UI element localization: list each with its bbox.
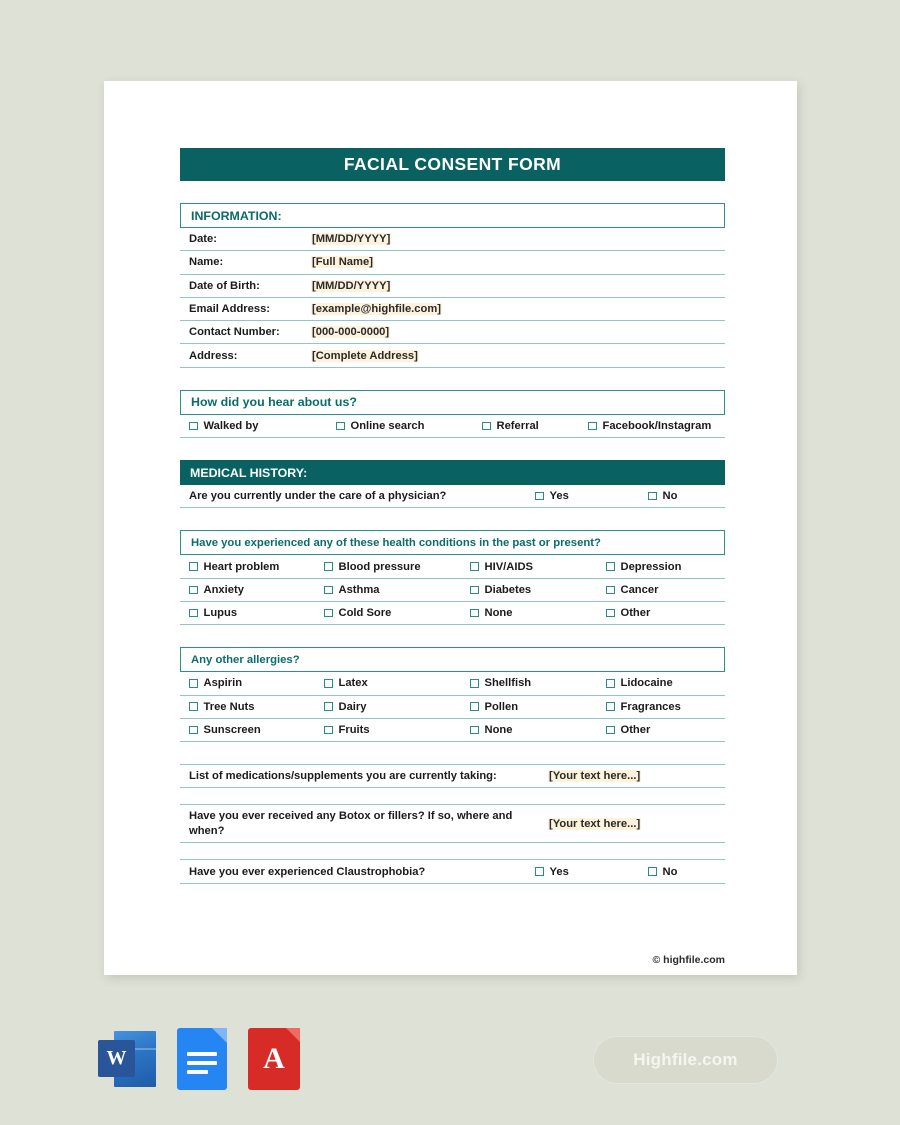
checkbox-icon[interactable] bbox=[470, 586, 479, 595]
checkbox-walked-by[interactable] bbox=[189, 420, 336, 432]
checkbox-icon[interactable] bbox=[606, 609, 615, 618]
document-content bbox=[180, 148, 725, 966]
checkbox-tree-nuts[interactable] bbox=[189, 701, 324, 713]
checkbox-other-conditions[interactable] bbox=[606, 607, 650, 619]
word-doc-icon[interactable] bbox=[98, 1028, 156, 1090]
field-label: Date: bbox=[189, 233, 217, 246]
word-letter-tile bbox=[98, 1040, 135, 1077]
checkbox-label: None bbox=[484, 607, 513, 620]
checkbox-row-hear-about-us bbox=[180, 415, 725, 438]
section-title: MEDICAL HISTORY: bbox=[190, 465, 308, 480]
checkbox-hiv-aids[interactable] bbox=[470, 561, 606, 573]
checkbox-icon[interactable] bbox=[606, 586, 615, 595]
checkbox-aspirin[interactable] bbox=[189, 677, 324, 689]
checkbox-label: No bbox=[662, 490, 678, 503]
checkbox-label: Cold Sore bbox=[338, 607, 392, 620]
info-row-date bbox=[180, 228, 725, 251]
checkbox-referral[interactable] bbox=[482, 420, 588, 432]
checkbox-label: Shellfish bbox=[484, 677, 532, 690]
checkbox-icon[interactable] bbox=[324, 726, 333, 735]
checkbox-row-allergies-2 bbox=[180, 696, 725, 719]
checkbox-sunscreen[interactable] bbox=[189, 724, 324, 736]
field-value[interactable]: [000-000-0000] bbox=[312, 326, 390, 339]
field-value[interactable]: [example@highfile.com] bbox=[312, 303, 442, 316]
page-title: FACIAL CONSENT FORM bbox=[343, 154, 562, 174]
checkbox-label: Referral bbox=[496, 419, 539, 432]
checkbox-label: Asthma bbox=[338, 583, 380, 596]
checkbox-online-search[interactable] bbox=[336, 420, 482, 432]
checkbox-icon[interactable] bbox=[324, 586, 333, 595]
checkbox-icon[interactable] bbox=[189, 726, 198, 735]
checkbox-label: Aspirin bbox=[203, 677, 243, 690]
question-row-claustrophobia bbox=[180, 860, 725, 883]
checkbox-label: Pollen bbox=[484, 700, 519, 713]
checkbox-label: Sunscreen bbox=[203, 724, 261, 736]
checkbox-none-allergies[interactable] bbox=[470, 724, 606, 736]
field-label: Email Address: bbox=[189, 303, 271, 316]
section-title: Have you experienced any of these health conditions in the past or present? bbox=[191, 536, 601, 549]
document-footer: © highfile.com bbox=[652, 953, 725, 966]
checkbox-icon[interactable] bbox=[606, 702, 615, 711]
checkbox-physician-no[interactable] bbox=[648, 490, 677, 502]
checkbox-label: Blood pressure bbox=[338, 560, 421, 573]
checkbox-icon[interactable] bbox=[470, 702, 479, 711]
checkbox-lupus[interactable] bbox=[189, 607, 324, 619]
checkbox-none-conditions[interactable] bbox=[470, 607, 606, 619]
checkbox-label: Facebook/Instagram bbox=[602, 419, 712, 432]
checkbox-label: Anxiety bbox=[203, 583, 244, 596]
question-row-medications bbox=[180, 765, 725, 788]
checkbox-dairy[interactable] bbox=[324, 701, 470, 713]
section-header-medical-history bbox=[180, 460, 725, 485]
checkbox-icon[interactable] bbox=[189, 422, 198, 431]
question-row-physician-care bbox=[180, 485, 725, 508]
checkbox-icon[interactable] bbox=[648, 867, 657, 876]
section-header-information bbox=[180, 203, 725, 228]
checkbox-depression[interactable] bbox=[606, 561, 681, 573]
checkbox-icon[interactable] bbox=[189, 679, 198, 688]
checkbox-label: Tree Nuts bbox=[203, 700, 255, 713]
question-text: Have you ever experienced Claustrophobia? bbox=[189, 865, 426, 878]
word-letter: W bbox=[106, 1047, 127, 1069]
checkbox-pollen[interactable] bbox=[470, 701, 606, 713]
checkbox-row-conditions-2 bbox=[180, 579, 725, 602]
checkbox-icon[interactable] bbox=[336, 422, 345, 431]
checkbox-cold-sore[interactable] bbox=[324, 607, 470, 619]
checkbox-claustrophobia-no[interactable] bbox=[648, 866, 677, 878]
docs-text-line bbox=[187, 1061, 217, 1065]
checkbox-asthma[interactable] bbox=[324, 584, 470, 596]
checkbox-icon[interactable] bbox=[324, 609, 333, 618]
medications-answer-field[interactable]: [Your text here...] bbox=[549, 770, 641, 783]
checkbox-label: None bbox=[484, 724, 513, 736]
checkbox-lidocaine[interactable] bbox=[606, 677, 673, 689]
field-label: Address: bbox=[189, 349, 238, 362]
checkbox-blood-pressure[interactable] bbox=[324, 561, 470, 573]
checkbox-label: Online search bbox=[350, 419, 425, 432]
docs-corner-fold bbox=[212, 1028, 227, 1043]
checkbox-other-allergies[interactable] bbox=[606, 724, 650, 736]
checkbox-label: Fruits bbox=[338, 724, 370, 736]
brand-label: Highfile.com bbox=[633, 1050, 738, 1069]
form-title-bar bbox=[180, 148, 725, 181]
checkbox-fragrances[interactable] bbox=[606, 701, 681, 713]
checkbox-row-conditions-3 bbox=[180, 602, 725, 625]
info-row-name bbox=[180, 251, 725, 274]
checkbox-icon[interactable] bbox=[324, 562, 333, 571]
question-text: Have you ever received any Botox or fillers? If so, where and when? bbox=[189, 809, 513, 837]
checkbox-label: Other bbox=[620, 724, 651, 736]
field-value[interactable]: [Complete Address] bbox=[312, 349, 418, 362]
checkbox-diabetes[interactable] bbox=[470, 584, 606, 596]
info-row-date-of-birth bbox=[180, 275, 725, 298]
checkbox-label: Heart problem bbox=[203, 560, 280, 573]
download-format-icons bbox=[98, 1028, 300, 1090]
checkbox-icon[interactable] bbox=[324, 679, 333, 688]
docs-text-line bbox=[187, 1052, 217, 1056]
field-label: Contact Number: bbox=[189, 326, 280, 339]
checkbox-facebook-instagram[interactable] bbox=[588, 420, 711, 432]
checkbox-icon[interactable] bbox=[606, 679, 615, 688]
field-label: Name: bbox=[189, 256, 224, 269]
checkbox-anxiety[interactable] bbox=[189, 584, 324, 596]
question-text: List of medications/supplements you are currently taking: bbox=[189, 770, 497, 783]
checkbox-label: Depression bbox=[620, 560, 682, 573]
pdf-letter: A bbox=[263, 1042, 285, 1075]
checkbox-label: Latex bbox=[338, 677, 368, 690]
checkbox-icon[interactable] bbox=[470, 609, 479, 618]
section-title: INFORMATION: bbox=[191, 208, 282, 223]
pdf-icon[interactable] bbox=[248, 1028, 300, 1090]
checkbox-row-allergies-3 bbox=[180, 719, 725, 742]
checkbox-latex[interactable] bbox=[324, 677, 470, 689]
field-value[interactable]: [MM/DD/YYYY] bbox=[312, 279, 391, 292]
checkbox-label: Diabetes bbox=[484, 583, 532, 596]
checkbox-icon[interactable] bbox=[189, 702, 198, 711]
checkbox-icon[interactable] bbox=[482, 422, 491, 431]
section-header-hear-about-us bbox=[180, 390, 725, 415]
checkbox-label: Yes bbox=[549, 490, 569, 503]
highfile-brand-button[interactable] bbox=[593, 1036, 778, 1084]
checkbox-physician-yes[interactable] bbox=[535, 490, 569, 502]
checkbox-icon[interactable] bbox=[470, 679, 479, 688]
checkbox-shellfish[interactable] bbox=[470, 677, 606, 689]
checkbox-icon[interactable] bbox=[470, 562, 479, 571]
info-row-contact-number bbox=[180, 321, 725, 344]
checkbox-icon[interactable] bbox=[189, 562, 198, 571]
checkbox-icon[interactable] bbox=[470, 726, 479, 735]
checkbox-icon[interactable] bbox=[535, 867, 544, 876]
checkbox-icon[interactable] bbox=[189, 586, 198, 595]
field-label: Date of Birth: bbox=[189, 279, 260, 292]
checkbox-row-allergies-1 bbox=[180, 672, 725, 695]
field-value[interactable]: [Full Name] bbox=[312, 256, 373, 269]
field-value[interactable]: [MM/DD/YYYY] bbox=[312, 233, 391, 246]
section-title: How did you hear about us? bbox=[191, 395, 357, 410]
document-page bbox=[104, 81, 797, 975]
checkbox-label: Lupus bbox=[203, 607, 238, 620]
section-header-allergies bbox=[180, 647, 725, 672]
section-header-health-conditions bbox=[180, 530, 725, 555]
checkbox-label: Cancer bbox=[620, 583, 659, 596]
checkbox-label: Walked by bbox=[203, 419, 259, 432]
question-text: Are you currently under the care of a physician? bbox=[189, 490, 447, 503]
info-row-address bbox=[180, 344, 725, 367]
checkbox-icon[interactable] bbox=[189, 609, 198, 618]
checkbox-label: HIV/AIDS bbox=[484, 560, 533, 573]
checkbox-label: Fragrances bbox=[620, 700, 681, 713]
checkbox-icon[interactable] bbox=[606, 562, 615, 571]
docs-text-line bbox=[187, 1070, 208, 1074]
checkbox-label: Yes bbox=[549, 865, 569, 878]
checkbox-label: No bbox=[662, 865, 678, 878]
checkbox-row-conditions-1 bbox=[180, 555, 725, 578]
checkbox-label: Dairy bbox=[338, 700, 367, 713]
checkbox-icon[interactable] bbox=[588, 422, 597, 431]
checkbox-cancer[interactable] bbox=[606, 584, 658, 596]
checkbox-label: Lidocaine bbox=[620, 677, 673, 690]
checkbox-claustrophobia-yes[interactable] bbox=[535, 866, 569, 878]
checkbox-icon[interactable] bbox=[648, 492, 657, 501]
info-row-email-address bbox=[180, 298, 725, 321]
checkbox-label: Other bbox=[620, 607, 651, 620]
checkbox-fruits[interactable] bbox=[324, 724, 470, 736]
checkbox-icon[interactable] bbox=[535, 492, 544, 501]
checkbox-heart-problem[interactable] bbox=[189, 561, 324, 573]
checkbox-icon[interactable] bbox=[606, 726, 615, 735]
section-title: Any other allergies? bbox=[191, 653, 300, 666]
google-docs-icon[interactable] bbox=[177, 1028, 227, 1090]
checkbox-icon[interactable] bbox=[324, 702, 333, 711]
botox-answer-field[interactable]: [Your text here...] bbox=[549, 817, 641, 830]
question-row-botox bbox=[180, 805, 725, 843]
